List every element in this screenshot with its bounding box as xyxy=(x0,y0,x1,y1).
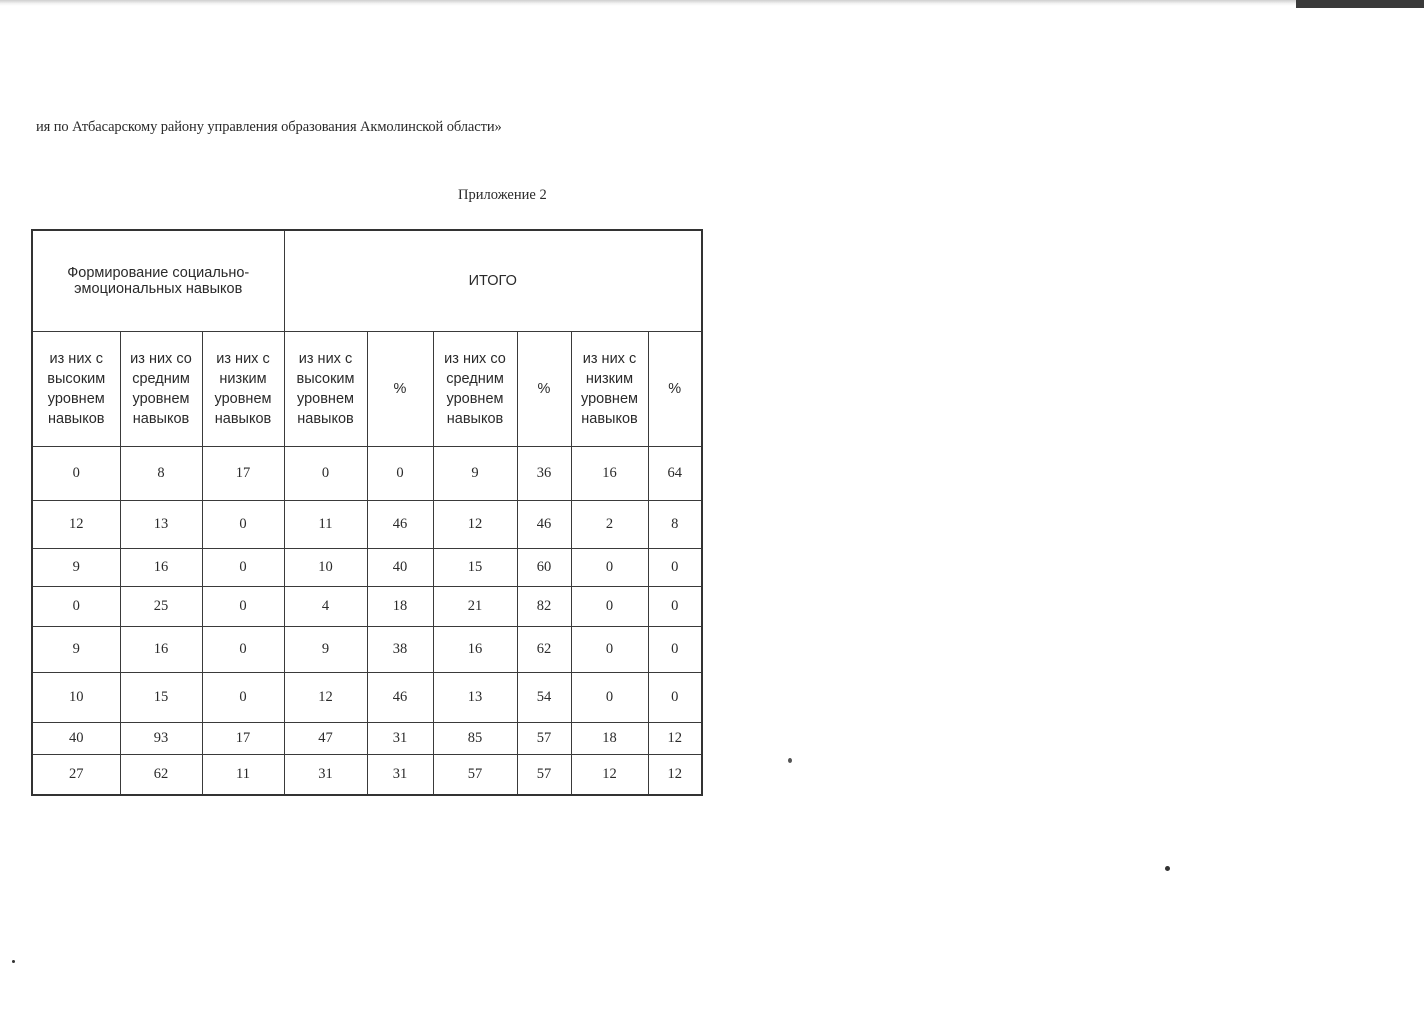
sub-header-total-high: из них с высоким уровнем навыков xyxy=(284,332,367,447)
table-cell: 93 xyxy=(120,723,202,755)
table-cell: 12 xyxy=(32,501,120,549)
sub-header-high: из них с высоким уровнем навыков xyxy=(32,332,120,447)
table-cell: 13 xyxy=(433,673,517,723)
group-header-total: ИТОГО xyxy=(284,230,702,332)
table-cell: 11 xyxy=(202,755,284,795)
scan-speck xyxy=(12,960,15,963)
sub-header-low: из них с низким уровнем навыков xyxy=(202,332,284,447)
sub-header-total-medium-percent: % xyxy=(517,332,571,447)
table-cell: 64 xyxy=(648,447,702,501)
table-cell: 18 xyxy=(571,723,648,755)
table-cell: 31 xyxy=(367,723,433,755)
sub-header-row xyxy=(32,332,702,447)
table-cell: 2 xyxy=(571,501,648,549)
table-row xyxy=(32,587,702,627)
table-row xyxy=(32,627,702,673)
table-cell: 0 xyxy=(571,627,648,673)
table-cell: 82 xyxy=(517,587,571,627)
table-cell: 0 xyxy=(648,673,702,723)
table-cell: 9 xyxy=(284,627,367,673)
table-cell: 40 xyxy=(32,723,120,755)
results-table xyxy=(31,229,703,796)
table-cell: 18 xyxy=(367,587,433,627)
table-cell: 0 xyxy=(648,549,702,587)
table-row xyxy=(32,673,702,723)
table-cell: 15 xyxy=(120,673,202,723)
table-cell: 21 xyxy=(433,587,517,627)
sub-header-total-low: из них с низким уровнем навыков xyxy=(571,332,648,447)
table-cell: 36 xyxy=(517,447,571,501)
table-cell: 47 xyxy=(284,723,367,755)
table-cell: 31 xyxy=(367,755,433,795)
table-cell: 46 xyxy=(517,501,571,549)
appendix-label: Приложение 2 xyxy=(458,187,547,203)
table-cell: 57 xyxy=(517,755,571,795)
table-cell: 12 xyxy=(648,755,702,795)
table-cell: 0 xyxy=(571,549,648,587)
table-cell: 15 xyxy=(433,549,517,587)
table-cell: 0 xyxy=(32,587,120,627)
table-cell: 0 xyxy=(202,549,284,587)
table-cell: 46 xyxy=(367,673,433,723)
table-cell: 0 xyxy=(202,627,284,673)
table-cell: 57 xyxy=(517,723,571,755)
table-cell: 10 xyxy=(32,673,120,723)
scan-top-edge xyxy=(0,0,1424,6)
table-cell: 31 xyxy=(284,755,367,795)
sub-header-total-low-percent: % xyxy=(648,332,702,447)
table-cell: 0 xyxy=(202,501,284,549)
table-row xyxy=(32,447,702,501)
table-row xyxy=(32,501,702,549)
table-cell: 16 xyxy=(571,447,648,501)
table-cell: 25 xyxy=(120,587,202,627)
table-cell: 40 xyxy=(367,549,433,587)
sub-header-total-medium: из них со средним уровнем навыков xyxy=(433,332,517,447)
sub-header-total-high-percent: % xyxy=(367,332,433,447)
table-cell: 38 xyxy=(367,627,433,673)
table-cell: 62 xyxy=(120,755,202,795)
table-cell: 0 xyxy=(202,673,284,723)
table-cell: 0 xyxy=(32,447,120,501)
table-cell: 8 xyxy=(648,501,702,549)
table-row xyxy=(32,549,702,587)
table-cell: 17 xyxy=(202,447,284,501)
group-header-social-emotional: Формирование социально-эмоциональных навыков xyxy=(32,230,284,332)
scan-speck xyxy=(788,758,792,763)
table-cell: 0 xyxy=(202,587,284,627)
table-cell: 0 xyxy=(367,447,433,501)
table-cell: 62 xyxy=(517,627,571,673)
table-cell: 11 xyxy=(284,501,367,549)
table-cell: 0 xyxy=(284,447,367,501)
table-cell: 16 xyxy=(433,627,517,673)
table-cell: 57 xyxy=(433,755,517,795)
table-cell: 9 xyxy=(32,627,120,673)
table-cell: 4 xyxy=(284,587,367,627)
table-cell: 46 xyxy=(367,501,433,549)
table-row xyxy=(32,755,702,795)
scan-speck xyxy=(1165,866,1170,871)
table-cell: 0 xyxy=(648,627,702,673)
document-header-line: ия по Атбасарскому району управления образования Акмолинской области» xyxy=(36,119,502,135)
table-cell: 60 xyxy=(517,549,571,587)
table-cell: 16 xyxy=(120,549,202,587)
table-cell: 12 xyxy=(433,501,517,549)
table-cell: 9 xyxy=(32,549,120,587)
table-cell: 17 xyxy=(202,723,284,755)
table-cell: 10 xyxy=(284,549,367,587)
table-cell: 0 xyxy=(648,587,702,627)
table-cell: 8 xyxy=(120,447,202,501)
table-row xyxy=(32,723,702,755)
table-cell: 27 xyxy=(32,755,120,795)
sub-header-medium: из них со средним уровнем навыков xyxy=(120,332,202,447)
scan-top-mark xyxy=(1296,0,1424,8)
table-cell: 0 xyxy=(571,673,648,723)
table-cell: 54 xyxy=(517,673,571,723)
table-body xyxy=(32,447,702,795)
table-cell: 85 xyxy=(433,723,517,755)
table-cell: 9 xyxy=(433,447,517,501)
table-cell: 12 xyxy=(648,723,702,755)
table-cell: 12 xyxy=(284,673,367,723)
table-cell: 13 xyxy=(120,501,202,549)
table-cell: 12 xyxy=(571,755,648,795)
table-cell: 0 xyxy=(571,587,648,627)
group-header-row xyxy=(32,230,702,332)
table-cell: 16 xyxy=(120,627,202,673)
